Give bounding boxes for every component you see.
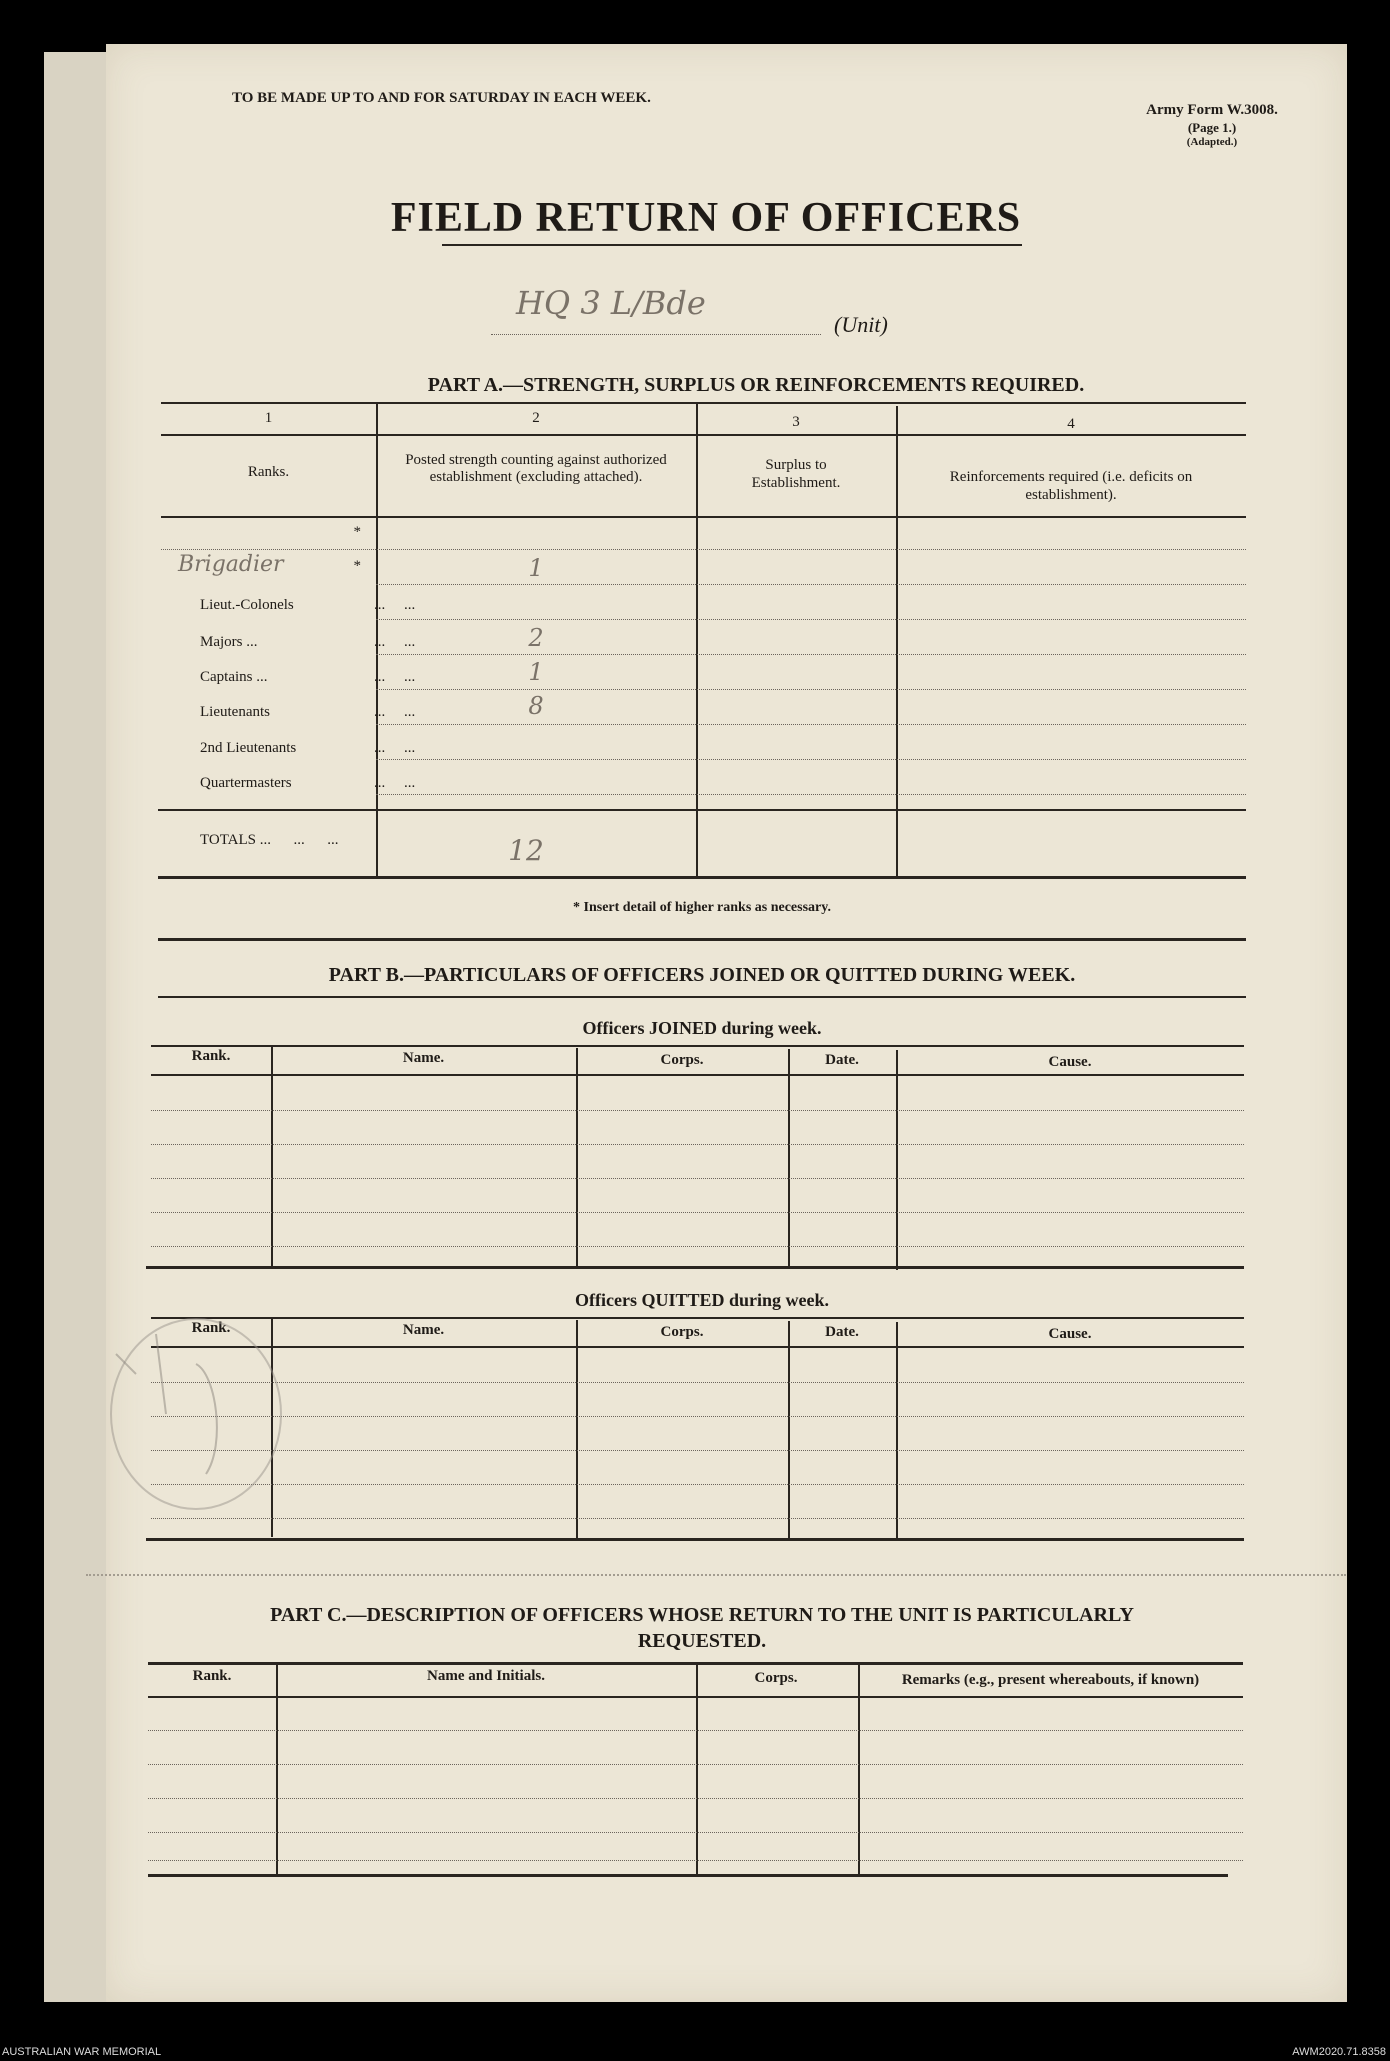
quitted-col-corps: Corps. — [660, 1324, 704, 1340]
unit-label: (Unit) — [834, 312, 888, 337]
quitted-col-name: Name. — [402, 1322, 445, 1338]
part-c-heading-line1: PART C.—DESCRIPTION OF OFFICERS WHOSE RETURN TO THE UNIT IS PARTICULARLY — [270, 1604, 1134, 1626]
part-a-rule-numbers — [161, 434, 1246, 436]
joined-col-divider — [896, 1050, 898, 1270]
row-rank: Quartermasters — [200, 775, 292, 791]
part-c-col-name: Name and Initials. — [427, 1668, 545, 1684]
quitted-col-rank: Rank. — [191, 1320, 231, 1336]
part-c-col-rank: Rank. — [192, 1668, 232, 1684]
joined-title: Officers JOINED during week. — [582, 1018, 822, 1038]
totals-value: 12 — [508, 834, 544, 867]
row-dots: ... ... — [374, 597, 416, 613]
joined-col-divider — [788, 1049, 790, 1269]
col-number-4: 4 — [1067, 416, 1075, 432]
form-sheet — [106, 44, 1347, 2002]
joined-col-corps: Corps. — [660, 1052, 704, 1068]
col-header-surplus: Surplus to Establishment. — [751, 457, 841, 491]
part-a-col-divider-2 — [696, 404, 698, 877]
joined-row-line — [151, 1110, 1244, 1111]
row-posted: 1 — [528, 658, 544, 686]
joined-col-name: Name. — [402, 1050, 445, 1066]
part-c-col-divider — [276, 1662, 278, 1874]
row-rank: Brigadier — [178, 552, 284, 577]
part-c-col-divider — [858, 1662, 860, 1874]
pencil-scribble-mark — [76, 1294, 316, 1524]
joined-row-line — [151, 1178, 1244, 1179]
unit-value: HQ 3 L/Bde — [516, 284, 706, 322]
part-c-col-divider — [696, 1662, 698, 1874]
page-edge-behind — [44, 52, 112, 2002]
col-number-1: 1 — [264, 410, 273, 426]
part-a-rule-header — [161, 516, 1246, 518]
row-dots: ... ... — [374, 634, 416, 650]
totals-label: TOTALS ... ... ... — [200, 832, 339, 848]
part-a-rule-top — [161, 402, 1246, 404]
row-line — [376, 794, 1246, 795]
part-c-rule-bottom — [148, 1874, 1228, 1877]
quitted-col-divider — [576, 1320, 578, 1538]
form-id: Army Form W.3008. — [1146, 102, 1278, 118]
footer-credit: AUSTRALIAN WAR MEMORIAL — [2, 2046, 162, 2058]
row-rank: Captains ... — [200, 669, 268, 685]
part-a-rule-totals — [158, 809, 1246, 811]
quitted-col-divider — [788, 1321, 790, 1539]
joined-col-date: Date. — [825, 1052, 859, 1068]
row-line — [376, 654, 1246, 655]
col-header-ranks: Ranks. — [247, 464, 290, 480]
part-b-rule — [158, 996, 1246, 998]
part-a-footnote: * Insert detail of higher ranks as necessary. — [573, 900, 831, 915]
row-line — [376, 724, 1246, 725]
part-c-col-corps: Corps. — [754, 1670, 798, 1686]
row-line — [376, 689, 1246, 690]
joined-col-divider — [271, 1047, 273, 1267]
footer-accession: AWM2020.71.8358 — [1292, 2046, 1386, 2058]
form-page: (Page 1.) — [1187, 120, 1237, 135]
row-rank: Majors ... — [200, 634, 258, 650]
quitted-col-cause: Cause. — [1048, 1326, 1092, 1342]
part-c-row-line — [148, 1860, 1243, 1861]
quitted-rule-bottom — [146, 1538, 1244, 1541]
joined-rule-top — [151, 1045, 1244, 1047]
row-line — [376, 759, 1246, 760]
title-underline — [442, 244, 1022, 246]
joined-row-line — [151, 1212, 1244, 1213]
joined-col-cause: Cause. — [1048, 1054, 1092, 1070]
joined-rule-bottom — [146, 1266, 1244, 1269]
joined-row-line — [151, 1144, 1244, 1145]
joined-col-rank: Rank. — [191, 1048, 231, 1064]
part-c-heading-line2: REQUESTED. — [637, 1630, 767, 1652]
quitted-col-date: Date. — [825, 1324, 859, 1340]
part-c-row-line — [148, 1832, 1243, 1833]
row-marker: * — [353, 558, 361, 574]
part-c-col-remarks: Remarks (e.g., present whereabouts, if known) — [901, 1672, 1200, 1688]
row-marker: * — [353, 524, 361, 540]
joined-row-line — [151, 1246, 1244, 1247]
col-number-2: 2 — [532, 410, 540, 426]
perforation-line — [86, 1574, 1346, 1576]
row-posted: 1 — [528, 554, 544, 582]
joined-rule-header — [151, 1074, 1244, 1076]
row-rank: Lieut.-Colonels — [200, 597, 294, 613]
part-a-rule-footnote — [158, 938, 1246, 941]
row-dots: ... ... — [374, 775, 416, 791]
col-header-posted: Posted strength counting against authorized establishment (excluding attached). — [405, 452, 667, 485]
quitted-col-divider — [896, 1322, 898, 1540]
page-title: FIELD RETURN OF OFFICERS — [390, 195, 1022, 241]
row-posted: 8 — [528, 692, 544, 720]
col-number-3: 3 — [792, 414, 800, 430]
quitted-title: Officers QUITTED during week. — [575, 1290, 829, 1310]
part-b-heading: PART B.—PARTICULARS OF OFFICERS JOINED OR QUITTED DURING WEEK. — [328, 964, 1076, 986]
row-line — [376, 584, 1246, 585]
part-a-heading: PART A.—STRENGTH, SURPLUS OR REINFORCEMENTS REQUIRED. — [427, 374, 1085, 396]
part-c-row-line — [148, 1798, 1243, 1799]
row-dots: ... ... — [374, 740, 416, 756]
col-header-reinforcements: Reinforcements required (i.e. deficits on establishment). — [949, 469, 1193, 503]
row-rank: Lieutenants — [200, 704, 270, 720]
row-dots: ... ... — [374, 704, 416, 720]
row-posted: 2 — [528, 624, 544, 652]
row-line — [376, 619, 1246, 620]
part-c-row-line — [148, 1730, 1243, 1731]
row-line — [161, 549, 1246, 550]
row-rank: 2nd Lieutenants — [200, 740, 297, 756]
part-c-row-line — [148, 1764, 1243, 1765]
row-dots: ... ... — [374, 669, 416, 685]
joined-col-divider — [576, 1048, 578, 1268]
part-a-rule-bottom — [158, 876, 1246, 879]
form-adapted: (Adapted.) — [1186, 136, 1238, 148]
unit-line — [491, 334, 821, 335]
weekly-instruction: TO BE MADE UP TO AND FOR SATURDAY IN EACH WEEK. — [232, 90, 651, 106]
